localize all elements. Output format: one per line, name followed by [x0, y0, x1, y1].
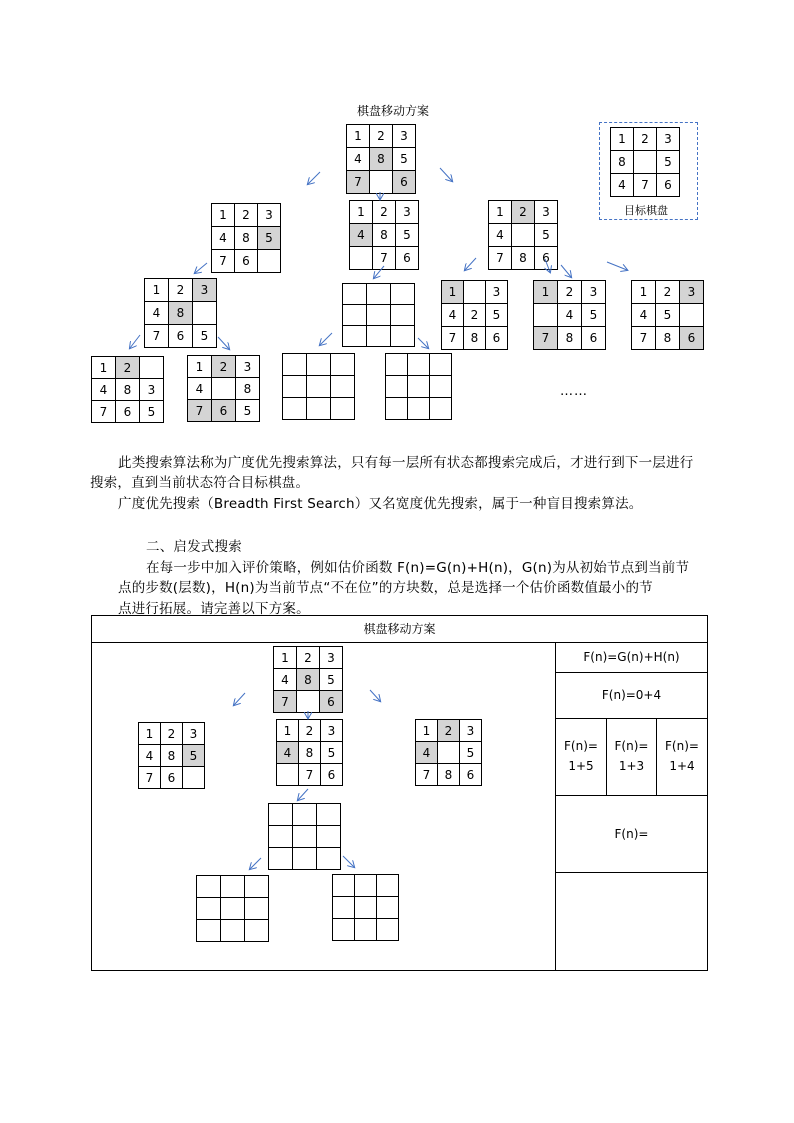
- board-cell: [221, 920, 245, 942]
- board-cell: 6: [235, 250, 258, 273]
- board-cell: 7: [92, 401, 116, 423]
- bottom-board-l1-mid: [276, 719, 343, 786]
- board-l2-a: [144, 278, 217, 348]
- board-cell: 1: [611, 128, 634, 151]
- board-cell: [343, 305, 367, 326]
- bottom-board-l3-a-empty: [196, 875, 269, 942]
- board-cell: 8: [235, 227, 258, 250]
- board-cell: [408, 354, 430, 376]
- board-cell: 8: [464, 327, 486, 350]
- board-cell: [408, 376, 430, 398]
- board-cell: 8: [297, 669, 320, 691]
- board-cell: 1: [188, 356, 212, 378]
- board-cell: 3: [396, 201, 419, 224]
- board-cell: 2: [169, 279, 193, 302]
- arrow: [561, 265, 571, 277]
- board-cell: 2: [464, 304, 486, 327]
- board-cell: [183, 767, 205, 789]
- board-cell: [293, 848, 317, 870]
- board-cell: 8: [558, 327, 582, 350]
- board-cell: 4: [350, 224, 373, 247]
- board-cell: [277, 764, 299, 786]
- paragraph-3-line-3: 点进行拓展。请完善以下方案。: [118, 601, 310, 617]
- arrow: [218, 337, 229, 349]
- board-cell: 5: [258, 227, 281, 250]
- board-cell: 7: [442, 327, 464, 350]
- board-cell: 4: [347, 148, 370, 171]
- board-cell: [197, 876, 221, 898]
- board-cell: [386, 376, 408, 398]
- board-cell: 6: [212, 400, 236, 422]
- board-cell: 5: [396, 224, 419, 247]
- ellipsis: ……: [560, 384, 588, 399]
- section-heading: 二、启发式搜索: [146, 539, 242, 555]
- board-l2-d: [533, 280, 606, 350]
- board-cell: 5: [657, 151, 680, 174]
- board-cell: 6: [486, 327, 508, 350]
- board-cell: [245, 876, 269, 898]
- board-cell: 7: [299, 764, 321, 786]
- board-cell: [367, 326, 391, 347]
- board-cell: 7: [489, 247, 512, 270]
- board-cell: 8: [236, 378, 260, 400]
- board-cell: [333, 875, 355, 897]
- board-cell: 5: [535, 224, 558, 247]
- board-cell: 2: [161, 723, 183, 745]
- board-cell: [464, 281, 486, 304]
- board-cell: 6: [116, 401, 140, 423]
- board-cell: [367, 305, 391, 326]
- board-cell: 2: [212, 356, 236, 378]
- scheme-table: [91, 615, 708, 971]
- arrow: [308, 172, 320, 184]
- board-cell: [317, 826, 341, 848]
- paragraph-3-line-1: 在每一步中加入评价策略，例如估价函数 F(n)=G(n)+H(n)，G(n)为从初始节点到当前节: [146, 560, 690, 576]
- board-cell: 8: [161, 745, 183, 767]
- bottom-board-start: [273, 646, 343, 713]
- bottom-board-l2-empty: [268, 803, 341, 870]
- board-cell: [140, 357, 164, 379]
- f-mid-label: F(n)=: [614, 739, 649, 753]
- board-cell: 6: [321, 764, 343, 786]
- board-cell: [331, 376, 355, 398]
- board-cell: [269, 804, 293, 826]
- board-l2-b-empty: [342, 283, 415, 347]
- board-cell: [221, 898, 245, 920]
- board-cell: 4: [611, 174, 634, 197]
- board-l3-d-empty: [385, 353, 452, 420]
- board-cell: 8: [512, 247, 535, 270]
- board-cell: [355, 919, 377, 941]
- board-cell: 6: [396, 247, 419, 270]
- board-cell: 6: [460, 764, 482, 786]
- board-cell: 5: [236, 400, 260, 422]
- board-cell: 2: [297, 647, 320, 669]
- board-cell: 8: [169, 302, 193, 325]
- board-cell: 7: [145, 325, 169, 348]
- board-cell: 6: [169, 325, 193, 348]
- board-cell: [333, 897, 355, 919]
- board-cell: 5: [183, 745, 205, 767]
- board-cell: 1: [350, 201, 373, 224]
- board-cell: 4: [139, 745, 161, 767]
- board-cell: [438, 742, 460, 764]
- f-right-value: 1+4: [669, 759, 695, 773]
- paragraph-1-line-2: 搜索，直到当前状态符合目标棋盘。: [90, 475, 310, 491]
- board-cell: [343, 284, 367, 305]
- board-cell: [343, 326, 367, 347]
- board-cell: 3: [393, 125, 416, 148]
- board-cell: 8: [116, 379, 140, 401]
- board-cell: 3: [657, 128, 680, 151]
- board-cell: [680, 304, 704, 327]
- board-cell: 7: [416, 764, 438, 786]
- board-cell: [307, 376, 331, 398]
- arrow: [465, 258, 476, 270]
- board-cell: [391, 284, 415, 305]
- arrow: [440, 168, 452, 181]
- board-cell: 4: [632, 304, 656, 327]
- board-cell: [350, 247, 373, 270]
- board-cell: 5: [486, 304, 508, 327]
- board-cell: 1: [212, 204, 235, 227]
- board-cell: 5: [193, 325, 217, 348]
- board-cell: [283, 354, 307, 376]
- board-cell: [269, 848, 293, 870]
- board-cell: 2: [235, 204, 258, 227]
- f-right-label: F(n)=: [665, 739, 699, 753]
- arrow: [320, 333, 332, 345]
- board-cell: 8: [611, 151, 634, 174]
- board-cell: 4: [442, 304, 464, 327]
- board-cell: [283, 398, 307, 420]
- board-cell: 6: [657, 174, 680, 197]
- board-cell: 7: [632, 327, 656, 350]
- board-cell: 4: [489, 224, 512, 247]
- board-cell: 4: [416, 742, 438, 764]
- board-l2-e: [631, 280, 704, 350]
- board-cell: 3: [535, 201, 558, 224]
- board-cell: 1: [442, 281, 464, 304]
- board-cell: 1: [145, 279, 169, 302]
- board-cell: 5: [393, 148, 416, 171]
- board-cell: [221, 876, 245, 898]
- board-l1-right: [488, 200, 558, 270]
- board-cell: [307, 398, 331, 420]
- board-cell: 1: [534, 281, 558, 304]
- scheme-table-header: 棋盘移动方案: [92, 616, 707, 643]
- board-cell: 6: [582, 327, 606, 350]
- formula-cell: F(n)=G(n)+H(n): [556, 643, 707, 673]
- board-cell: 1: [92, 357, 116, 379]
- board-cell: [283, 376, 307, 398]
- board-cell: 3: [183, 723, 205, 745]
- board-cell: [331, 398, 355, 420]
- board-cell: 5: [460, 742, 482, 764]
- board-cell: 1: [347, 125, 370, 148]
- board-cell: [269, 826, 293, 848]
- board-l1-left: [211, 203, 281, 273]
- board-cell: 3: [680, 281, 704, 304]
- start-value-cell: F(n)=0+4: [556, 673, 707, 719]
- board-cell: 3: [140, 379, 164, 401]
- board-cell: [331, 354, 355, 376]
- board-cell: 7: [373, 247, 396, 270]
- board-l3-c-empty: [282, 353, 355, 420]
- board-cell: [293, 804, 317, 826]
- board-cell: 4: [212, 227, 235, 250]
- f-left-value: 1+5: [568, 759, 594, 773]
- f-next-cell: F(n)=: [556, 796, 707, 873]
- board-cell: [258, 250, 281, 273]
- board-goal: [610, 127, 680, 197]
- f-right-cell: [657, 719, 707, 795]
- board-cell: 2: [370, 125, 393, 148]
- board-cell: [534, 304, 558, 327]
- board-cell: [430, 354, 452, 376]
- board-cell: 1: [139, 723, 161, 745]
- board-cell: 6: [393, 171, 416, 194]
- board-cell: 7: [139, 767, 161, 789]
- paragraph-3-line-2: 点的步数(层数)，H(n)为当前节点“不在位”的方块数，总是选择一个估价函数值最小的节: [118, 580, 653, 596]
- board-cell: 4: [145, 302, 169, 325]
- board-cell: 7: [274, 691, 297, 713]
- board-cell: [317, 804, 341, 826]
- board-cell: 3: [582, 281, 606, 304]
- board-cell: [370, 171, 393, 194]
- board-cell: 3: [460, 720, 482, 742]
- board-cell: 4: [188, 378, 212, 400]
- board-cell: 6: [161, 767, 183, 789]
- board-cell: 2: [438, 720, 460, 742]
- board-cell: [430, 398, 452, 420]
- board-cell: [408, 398, 430, 420]
- board-cell: 3: [486, 281, 508, 304]
- board-cell: [197, 898, 221, 920]
- board-cell: [386, 354, 408, 376]
- level1-values-row: [556, 719, 707, 796]
- arrow: [418, 338, 428, 348]
- board-cell: 5: [321, 742, 343, 764]
- goal-board-label: 目标棋盘: [624, 204, 668, 217]
- board-cell: 4: [92, 379, 116, 401]
- board-cell: 6: [535, 247, 558, 270]
- board-cell: 1: [274, 647, 297, 669]
- board-cell: 4: [558, 304, 582, 327]
- f-left-cell: [556, 719, 607, 795]
- board-cell: 8: [299, 742, 321, 764]
- bottom-board-l3-b-empty: [332, 874, 399, 941]
- paragraph-2: 广度优先搜索（Breadth First Search）又名宽度优先搜索，属于一种盲目搜索算法。: [118, 496, 643, 512]
- board-cell: 5: [656, 304, 680, 327]
- board-cell: 1: [416, 720, 438, 742]
- board-cell: 7: [534, 327, 558, 350]
- board-cell: 8: [370, 148, 393, 171]
- board-l2-c: [441, 280, 508, 350]
- board-cell: 3: [321, 720, 343, 742]
- board-cell: [245, 898, 269, 920]
- board-cell: [634, 151, 657, 174]
- arrow: [607, 262, 627, 270]
- board-cell: 2: [373, 201, 396, 224]
- empty-cell: [556, 873, 707, 970]
- board-start: [346, 124, 416, 194]
- board-cell: 7: [212, 250, 235, 273]
- paragraph-1-line-1: 此类搜索算法称为广度优先搜索算法，只有每一层所有状态都搜索完成后，才进行到下一层进行: [118, 455, 694, 471]
- arrow: [130, 335, 140, 348]
- board-cell: 2: [512, 201, 535, 224]
- board-cell: 4: [277, 742, 299, 764]
- board-cell: [512, 224, 535, 247]
- board-cell: [391, 326, 415, 347]
- board-cell: 6: [680, 327, 704, 350]
- arrow: [195, 263, 207, 273]
- board-cell: 3: [320, 647, 343, 669]
- board-cell: [317, 848, 341, 870]
- board-cell: 5: [140, 401, 164, 423]
- board-cell: 8: [438, 764, 460, 786]
- board-cell: [245, 920, 269, 942]
- f-left-label: F(n)=: [564, 739, 598, 753]
- board-l3-b: [187, 355, 260, 422]
- board-cell: 7: [634, 174, 657, 197]
- f-mid-cell: [607, 719, 657, 795]
- top-diagram-title: 棋盘移动方案: [357, 104, 430, 118]
- board-l3-a: [91, 356, 164, 423]
- board-cell: [293, 826, 317, 848]
- board-cell: 8: [373, 224, 396, 247]
- board-cell: [333, 919, 355, 941]
- board-cell: 7: [188, 400, 212, 422]
- board-cell: [355, 875, 377, 897]
- board-cell: [193, 302, 217, 325]
- board-cell: 8: [656, 327, 680, 350]
- board-cell: [307, 354, 331, 376]
- board-cell: [367, 284, 391, 305]
- board-cell: [386, 398, 408, 420]
- board-cell: [430, 376, 452, 398]
- board-cell: [377, 919, 399, 941]
- board-cell: 5: [320, 669, 343, 691]
- f-mid-value: 1+3: [618, 759, 645, 773]
- board-cell: [197, 920, 221, 942]
- board-cell: 1: [489, 201, 512, 224]
- board-l1-mid: [349, 200, 419, 270]
- board-cell: [377, 875, 399, 897]
- board-cell: 7: [347, 171, 370, 194]
- board-cell: 4: [274, 669, 297, 691]
- board-cell: [355, 897, 377, 919]
- board-cell: 2: [558, 281, 582, 304]
- board-cell: 2: [299, 720, 321, 742]
- bottom-board-l1-right: [415, 719, 482, 786]
- board-cell: 1: [632, 281, 656, 304]
- board-cell: 2: [656, 281, 680, 304]
- bottom-board-l1-left: [138, 722, 205, 789]
- board-cell: 5: [582, 304, 606, 327]
- board-cell: 3: [193, 279, 217, 302]
- board-cell: [212, 378, 236, 400]
- board-cell: 3: [236, 356, 260, 378]
- board-cell: [377, 897, 399, 919]
- board-cell: [391, 305, 415, 326]
- board-cell: 2: [634, 128, 657, 151]
- board-cell: 3: [258, 204, 281, 227]
- board-cell: 2: [116, 357, 140, 379]
- board-cell: [297, 691, 320, 713]
- board-cell: 1: [277, 720, 299, 742]
- board-cell: 6: [320, 691, 343, 713]
